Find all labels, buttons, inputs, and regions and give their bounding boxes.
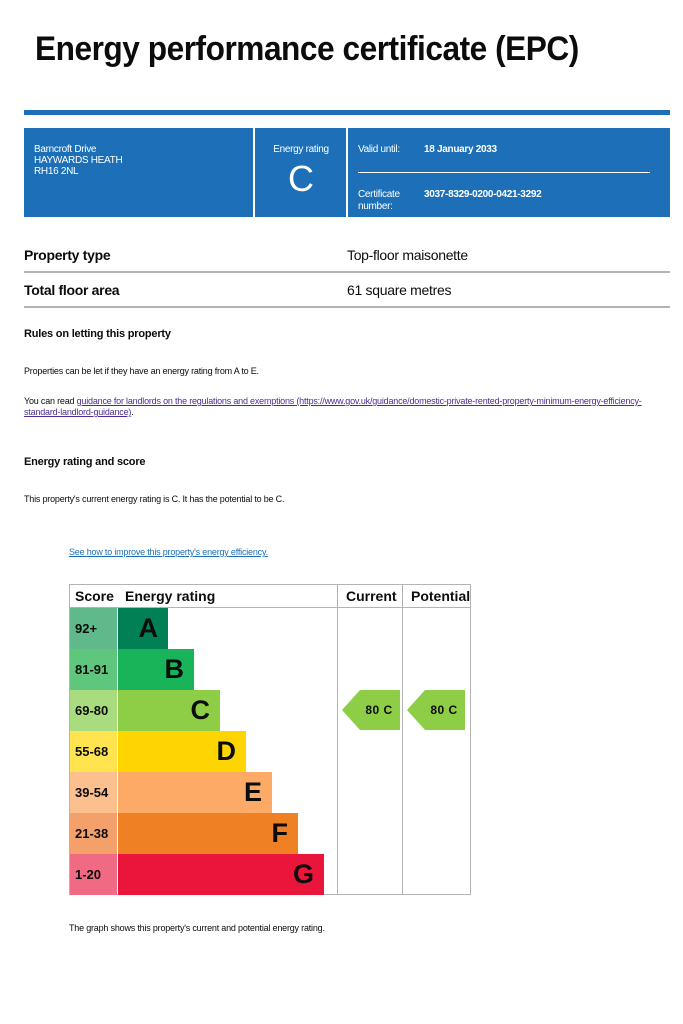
improve-efficiency-link[interactable]: See how to improve this property's energy efficiency. <box>69 547 268 557</box>
property-type-value: Top-floor maisonette <box>347 247 468 263</box>
property-type-row <box>24 238 670 273</box>
chart-column-divider-1 <box>337 585 338 894</box>
band-score-e: 39-54 <box>70 772 117 813</box>
floor-area-key: Total floor area <box>24 282 120 298</box>
current-header: Current <box>346 588 397 604</box>
potential-header: Potential <box>411 588 471 604</box>
letting-paragraph-1: Properties can be let if they have an energy rating from A to E. <box>24 366 259 376</box>
potential-rating-arrow <box>407 690 465 730</box>
band-score-c: 69-80 <box>70 690 117 731</box>
property-type-key: Property type <box>24 247 111 263</box>
band-letter-f: F <box>271 818 288 848</box>
certificate-number-value: 3037-8329-0200-0421-3292 <box>424 189 542 200</box>
energy-rating-chart <box>69 584 471 895</box>
band-bar-b <box>118 649 194 690</box>
letting-p2-prefix: You can read <box>24 396 77 406</box>
address-line-2: HAYWARDS HEATH <box>34 155 123 166</box>
band-bar-d <box>118 731 246 772</box>
band-score-g: 1-20 <box>70 854 117 895</box>
band-bar-f <box>118 813 298 854</box>
page-title: Energy performance certificate (EPC) <box>35 30 579 68</box>
rating-score-text: This property's current energy rating is C. It has the potential to be C. <box>24 494 285 504</box>
rating-score-heading: Energy rating and score <box>24 456 146 468</box>
valid-until-label: Valid until: <box>358 144 400 155</box>
certificate-number-label: Certificate number: <box>358 189 400 212</box>
energy-rating-label: Energy rating <box>273 144 329 155</box>
address <box>34 144 122 177</box>
potential-rating-arrow-label: 80 C <box>430 703 458 717</box>
band-bar-a <box>118 608 168 649</box>
band-letter-g: G <box>292 859 314 889</box>
band-score-d: 55-68 <box>70 731 117 772</box>
energy-rating-letter: C <box>288 158 314 199</box>
address-line-3: RH16 2NL <box>34 166 79 177</box>
band-bar-e <box>118 772 272 813</box>
band-letter-c: C <box>190 695 210 725</box>
valid-until-value: 18 January 2033 <box>424 144 497 155</box>
current-rating-arrow <box>342 690 400 730</box>
floor-area-value: 61 square metres <box>347 282 452 298</box>
address-line-1: Barncroft Drive <box>34 144 97 155</box>
letting-p2-suffix: . <box>131 407 134 417</box>
band-score-f: 21-38 <box>70 813 117 854</box>
band-bar-g <box>118 854 324 895</box>
banner-hline <box>358 172 650 173</box>
banner-divider-2 <box>346 128 348 217</box>
letting-paragraph-2 <box>24 396 664 418</box>
band-letter-a: A <box>138 613 158 643</box>
energy-rating-header: Energy rating <box>125 588 216 604</box>
letting-heading: Rules on letting this property <box>24 328 171 340</box>
band-letter-d: D <box>216 736 236 766</box>
summary-banner <box>24 128 670 217</box>
band-score-b: 81-91 <box>70 649 117 690</box>
graph-footer-note: The graph shows this property's current and potential energy rating. <box>69 923 325 933</box>
band-letter-b: B <box>164 654 184 684</box>
score-header: Score <box>75 588 114 604</box>
band-bar-c <box>118 690 220 731</box>
band-letter-e: E <box>243 777 262 807</box>
band-score-a: 92+ <box>70 608 117 649</box>
title-rule <box>24 110 670 115</box>
chart-column-divider-2 <box>402 585 403 894</box>
current-rating-arrow-label: 80 C <box>365 703 393 717</box>
landlord-guidance-link[interactable]: guidance for landlords on the regulations and exemptions (https://www.gov.uk/guidance/domestic-private-rented-property-minimum-energy-efficiency-standard-landlord-guidance) <box>24 396 642 417</box>
floor-area-row <box>24 273 670 308</box>
